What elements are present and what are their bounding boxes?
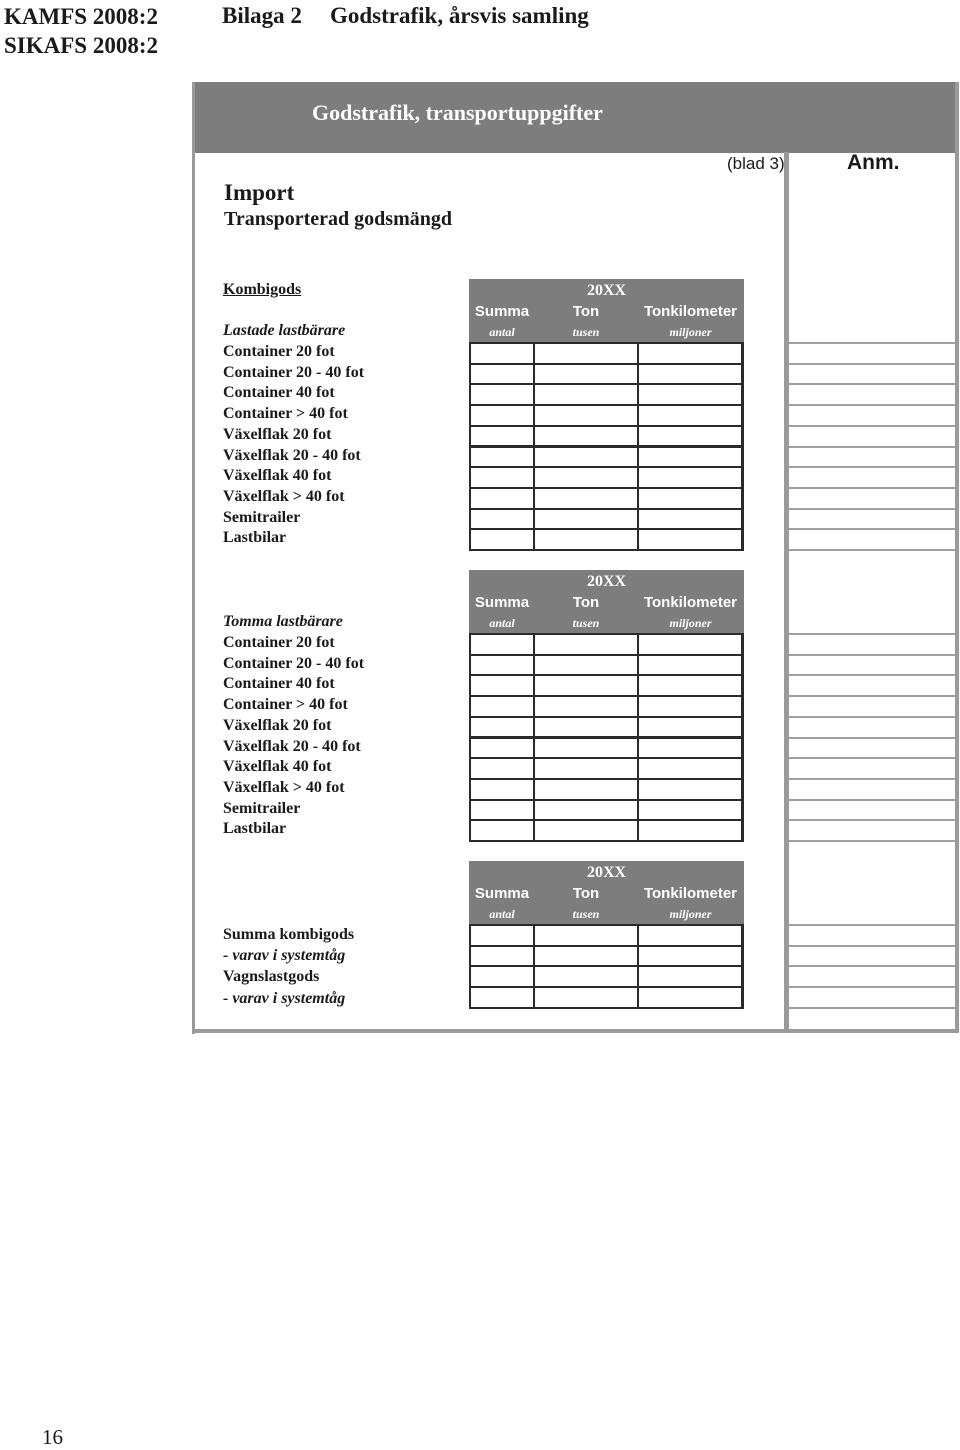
anm-label: Anm. [847,151,900,174]
col-summa-header: Summa [474,885,530,902]
anm-line [789,716,955,718]
anm-line [789,404,955,406]
year-header: 20XX [586,864,627,881]
title-band [192,82,959,153]
anm-line [789,840,955,842]
anm-line [789,425,955,427]
anm-line [789,487,955,489]
col-ton-header: Ton [572,885,600,902]
input-cell[interactable] [639,697,741,716]
input-cell[interactable] [535,718,637,737]
input-cell[interactable] [639,385,741,404]
input-cell[interactable] [535,489,637,508]
col-tonkilometer-unit: miljoner [669,325,712,339]
input-cell[interactable] [471,344,533,363]
data-table-summa [469,861,744,1009]
input-cell[interactable] [535,510,637,529]
col-summa-header: Summa [474,303,530,320]
input-cell[interactable] [639,406,741,425]
doc-id-2: SIKAFS 2008:2 [4,33,158,58]
row-label: Container 20 - 40 fot [223,363,365,381]
row-label: Semitrailer [223,508,301,526]
input-cell[interactable] [535,759,637,778]
anm-line [789,549,955,551]
data-table-tomma [469,570,744,842]
input-cell[interactable] [639,759,741,778]
header-doc-ids [4,2,194,60]
header-title-bar [194,2,960,32]
input-cell[interactable] [639,530,741,549]
row-label: Växelflak 20 - 40 fot [223,446,361,464]
input-cell[interactable] [471,926,533,945]
row-label: Container 40 fot [223,384,335,402]
col-summa-header: Summa [474,594,530,611]
row-label: - varav i systemtåg [223,947,346,965]
anm-line [789,1007,955,1009]
table-header [469,861,744,924]
row-label: - varav i systemtåg [223,989,346,1007]
input-cell[interactable] [535,967,637,986]
anm-line [789,945,955,947]
col-summa-unit: antal [489,907,515,921]
input-cell[interactable] [471,759,533,778]
row-label: Växelflak 40 fot [223,758,332,776]
input-cell[interactable] [639,947,741,966]
anm-line [789,757,955,759]
input-cell[interactable] [471,697,533,716]
anm-line [789,778,955,780]
anm-line [789,508,955,510]
year-header: 20XX [586,573,627,590]
input-cell[interactable] [535,697,637,716]
input-cell[interactable] [471,988,533,1007]
input-cell[interactable] [535,365,637,384]
col-tonkilometer-unit: miljoner [669,616,712,630]
input-cell[interactable] [535,406,637,425]
input-cell[interactable] [471,406,533,425]
input-cell[interactable] [535,947,637,966]
row-label: Semitrailer [223,799,301,817]
input-cell[interactable] [639,821,741,840]
input-cell[interactable] [639,489,741,508]
input-cell[interactable] [639,656,741,675]
input-cell[interactable] [639,510,741,529]
anm-line [789,799,955,801]
input-cell[interactable] [639,718,741,737]
input-cell[interactable] [471,821,533,840]
anm-line [789,986,955,988]
input-cell[interactable] [535,468,637,487]
row-label: Container 20 fot [223,343,335,360]
input-cell[interactable] [639,988,741,1007]
page-number: 16 [42,1425,63,1449]
input-cell[interactable] [471,780,533,799]
input-cell[interactable] [535,448,637,467]
blad-label: (blad 3) [727,154,785,173]
row-label: Lastbilar [223,529,287,547]
data-table-lastade [469,279,744,551]
row-label: Vagnslastgods [223,968,320,986]
frame-left [192,82,195,1034]
block2-heading: Tomma lastbärare [223,613,343,630]
col-ton-header: Ton [572,303,600,320]
table-header [469,279,744,342]
frame-bottom [192,1029,958,1033]
row-label: Container 40 fot [223,675,335,693]
input-cell[interactable] [471,530,533,549]
col-ton-unit: tusen [572,616,600,630]
input-cell[interactable] [471,489,533,508]
table-grid [469,342,744,551]
input-cell[interactable] [535,780,637,799]
input-cell[interactable] [535,635,637,654]
input-cell[interactable] [471,635,533,654]
input-cell[interactable] [639,365,741,384]
col-ton-unit: tusen [572,907,600,921]
row-label: Växelflak > 40 fot [223,778,345,796]
input-cell[interactable] [471,718,533,737]
input-cell[interactable] [639,468,741,487]
anm-line [789,383,955,385]
col-ton-header: Ton [572,594,600,611]
anm-line [789,654,955,656]
anm-line [789,965,955,967]
anm-line [789,633,955,635]
input-cell[interactable] [639,676,741,695]
input-cell[interactable] [471,967,533,986]
row-label: Container > 40 fot [223,405,348,423]
input-cell[interactable] [639,739,741,758]
input-cell[interactable] [471,676,533,695]
table-grid [469,633,744,842]
input-cell[interactable] [535,530,637,549]
anm-line [789,466,955,468]
input-cell[interactable] [639,967,741,986]
anm-line [789,674,955,676]
input-cell[interactable] [639,448,741,467]
band-title: Godstrafik, transportuppgifter [312,100,603,125]
section-title: Import [224,180,295,205]
input-cell[interactable] [535,801,637,820]
anm-line [789,819,955,821]
input-cell[interactable] [535,926,637,945]
input-cell[interactable] [639,926,741,945]
input-cell[interactable] [471,801,533,820]
section-subtitle: Transporterad godsmängd [224,208,452,230]
input-cell[interactable] [639,635,741,654]
anm-line [789,342,955,344]
input-cell[interactable] [535,739,637,758]
anm-line [789,446,955,448]
kombigods-label: Kombigods [223,281,302,298]
input-cell[interactable] [471,656,533,675]
col-tonkilometer-header: Tonkilometer [643,885,738,902]
input-cell[interactable] [471,365,533,384]
row-label: Container > 40 fot [223,696,348,714]
col-tonkilometer-header: Tonkilometer [643,303,738,320]
input-cell[interactable] [639,344,741,363]
row-label: Lastbilar [223,820,287,838]
input-cell[interactable] [471,468,533,487]
doc-id-1: KAMFS 2008:2 [4,4,158,29]
input-cell[interactable] [535,988,637,1007]
anm-line [789,363,955,365]
table-header [469,570,744,633]
frame-divider [784,152,789,1033]
col-tonkilometer-header: Tonkilometer [643,594,738,611]
input-cell[interactable] [535,676,637,695]
header-title: Godstrafik, årsvis samling [330,3,589,28]
input-cell[interactable] [639,801,741,820]
input-cell[interactable] [535,344,637,363]
row-label: Växelflak 20 - 40 fot [223,737,361,755]
input-cell[interactable] [535,821,637,840]
input-cell[interactable] [471,739,533,758]
anm-line [789,528,955,530]
anm-line [789,924,955,926]
row-label: Växelflak 20 fot [223,716,332,734]
year-header: 20XX [586,282,627,299]
block1-heading: Lastade lastbärare [223,322,346,339]
row-label: Container 20 - 40 fot [223,654,365,672]
row-label: Växelflak 20 fot [223,425,332,443]
input-cell[interactable] [471,385,533,404]
col-ton-unit: tusen [572,325,600,339]
input-cell[interactable] [471,427,533,446]
anm-line [789,695,955,697]
input-cell[interactable] [639,780,741,799]
input-cell[interactable] [471,448,533,467]
bilaga-label: Bilaga 2 [222,3,302,28]
col-summa-unit: antal [489,325,515,339]
input-cell[interactable] [535,385,637,404]
row-label: Växelflak > 40 fot [223,487,345,505]
input-cell[interactable] [639,427,741,446]
table-grid [469,924,744,1009]
row-label: Container 20 fot [223,634,335,651]
row-label: Summa kombigods [223,926,355,943]
input-cell[interactable] [535,427,637,446]
input-cell[interactable] [471,510,533,529]
col-tonkilometer-unit: miljoner [669,907,712,921]
frame-right [955,82,959,1033]
col-summa-unit: antal [489,616,515,630]
input-cell[interactable] [535,656,637,675]
anm-line [789,737,955,739]
input-cell[interactable] [471,947,533,966]
row-label: Växelflak 40 fot [223,467,332,485]
